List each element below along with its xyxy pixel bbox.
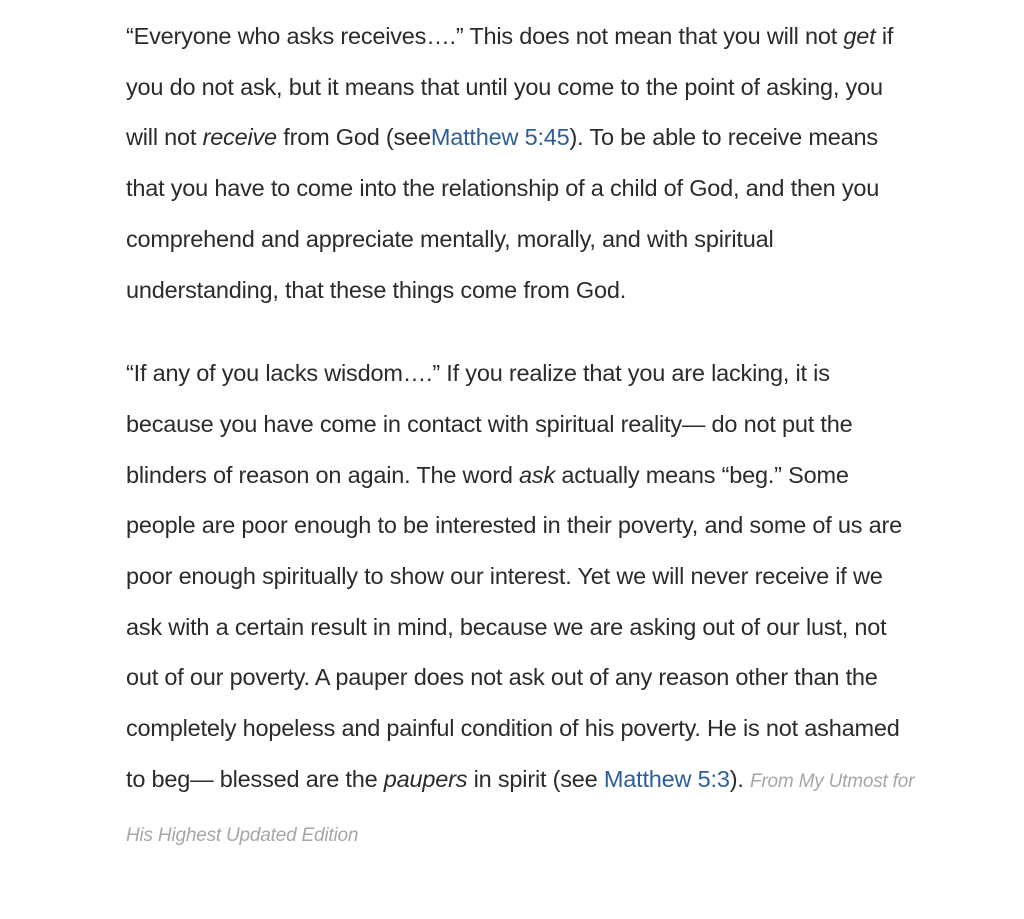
- emphasis-receive: receive: [202, 124, 277, 151]
- paragraph-text: ). To be able to receive means that you have to come into the relationship of a child of God, and then you comprehend and appreciate mentally, morally, and with spiritual understanding, that these things come from God.: [126, 124, 880, 303]
- emphasis-get: get: [843, 23, 876, 49]
- paragraph-text: actually means “beg.” Some people are poor enough to be interested in their poverty, and some of us are poor enough spiritually to show our interest. Yet we will never receive if we ask with a certain result in mind, because we are asking out of our lust, not out of our poverty. A pauper does not ask out of any reason other than the completely hopeless and painful condition of his poverty. He is not ashamed to beg— blessed are the: [126, 461, 903, 792]
- scripture-link-matthew-5-45[interactable]: Matthew 5:45: [430, 124, 570, 151]
- paragraph-text: from God (see: [276, 124, 431, 151]
- paragraph-text: “Everyone who asks receives….” This does not mean that you will not: [126, 23, 844, 49]
- devotional-article: [126, 11, 916, 861]
- emphasis-paupers: paupers: [383, 765, 468, 792]
- paragraph-wisdom: [126, 348, 916, 861]
- source-attribution: From My Utmost for His Highest Updated Edition: [126, 770, 915, 846]
- emphasis-ask: ask: [519, 461, 556, 488]
- paragraph-text: ).: [729, 765, 750, 792]
- paragraph-text: “If any of you lacks wisdom….” If you realize that you are lacking, it is because you have come in contact with spiritual reality— do not put the blinders of reason on again. The word: [126, 360, 853, 488]
- paragraph-text: in spirit (see: [467, 765, 604, 792]
- paragraph-text: if you do not ask, but it means that until you come to the point of asking, you will not: [126, 23, 894, 151]
- paragraph-receive: [126, 11, 916, 315]
- scripture-link-matthew-5-3[interactable]: Matthew 5:3: [603, 765, 730, 792]
